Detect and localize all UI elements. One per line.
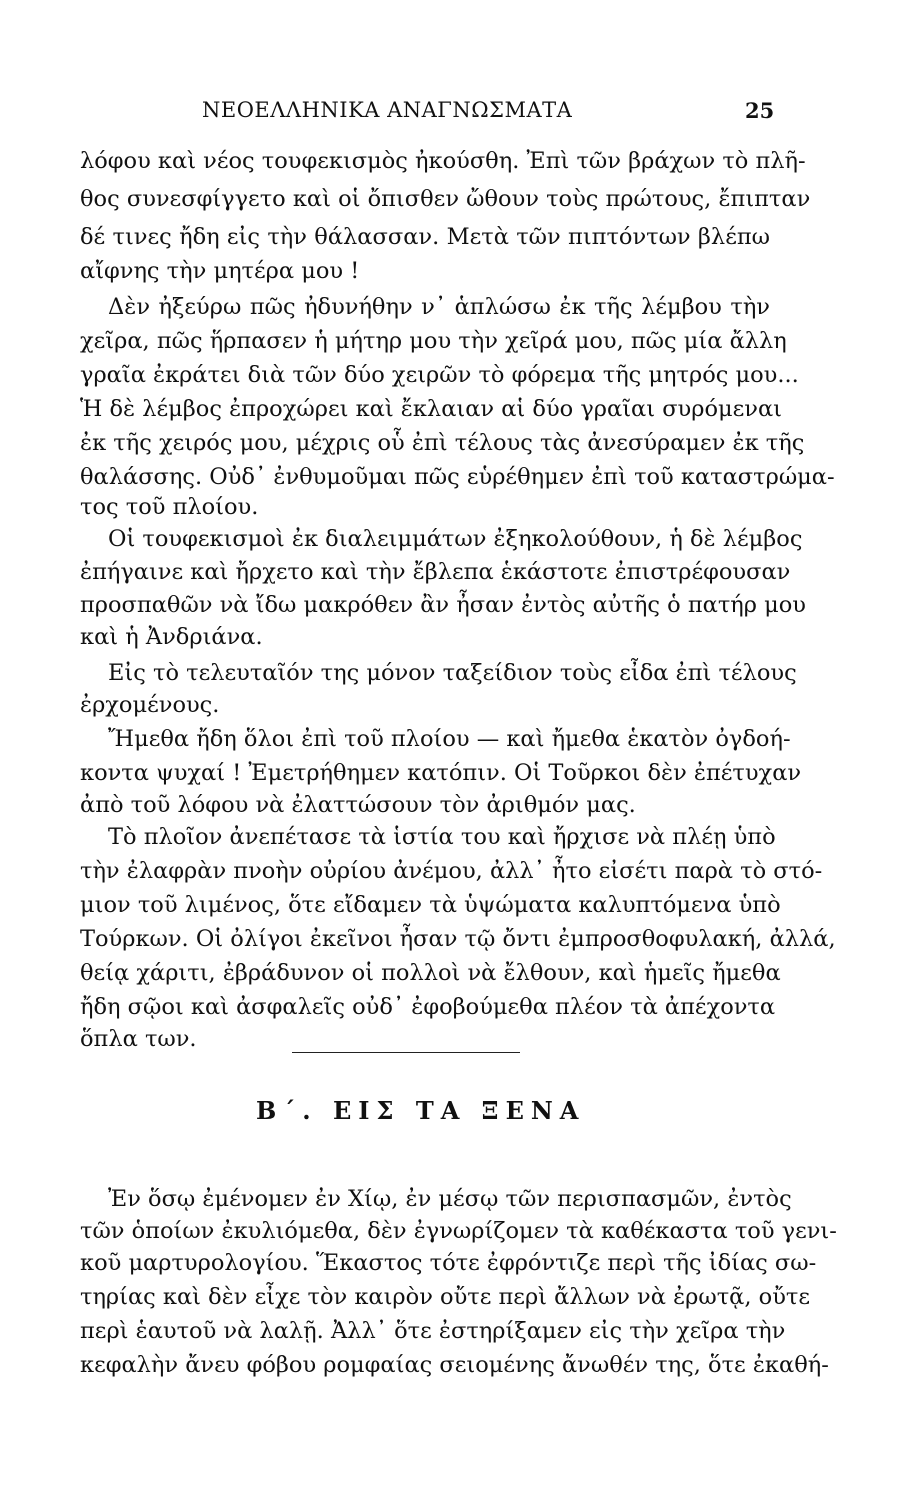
text-line: Οἱ τουφεκισμοὶ ἐκ διαλειμμάτων ἐξηκολούθουν, ἡ δὲ λέμβος [108,526,803,552]
text-line: θείᾳ χάριτι, ἐβράδυνον οἱ πολλοὶ νὰ ἔλθουν, καὶ ἡμεῖς ἤμεθα [80,960,781,986]
text-line: Ἐν ὅσῳ ἐμένομεν ἐν Χίῳ, ἐν μέσῳ τῶν περισπασμῶν, ἐντὸς [108,1186,792,1212]
text-line: Τούρκων. Οἱ ὀλίγοι ἐκεῖνοι ἦσαν τῷ ὄντι ἐμπροσθοφυλακή, ἀλλά, [80,926,836,952]
text-line: θος συνεσφίγγετο καὶ οἱ ὄπισθεν ὤθουν τοὺς πρώτους, ἔπιπταν [80,186,811,212]
text-line: τὴν ἐλαφρὰν πνοὴν οὐρίου ἀνέμου, ἀλλ᾽ ἦτο εἰσέτι παρὰ τὸ στό- [80,858,823,884]
text-line: δέ τινες ἤδη εἰς τὴν θάλασσαν. Μετὰ τῶν πιπτόντων βλέπω [80,224,770,250]
text-line: κοντα ψυχαί ! Ἐμετρήθημεν κατόπιν. Οἱ Τοῦρκοι δὲν ἐπέτυχαν [80,760,802,786]
text-line: ἀπὸ τοῦ λόφου νὰ ἐλαττώσουν τὸν ἀριθμόν μας. [80,792,636,818]
text-line: θαλάσσης. Οὐδ᾽ ἐνθυμοῦμαι πῶς εὑρέθημεν ἐπὶ τοῦ καταστρώμα- [80,464,835,490]
text-line: Δὲν ἠξεύρω πῶς ἠδυνήθην ν᾽ ἁπλώσω ἐκ τῆς λέμβου τὴν [108,294,770,320]
text-line: περὶ ἑαυτοῦ νὰ λαλῇ. Ἀλλ᾽ ὅτε ἐστηρίξαμεν εἰς τὴν χεῖρα τὴν [80,1318,786,1344]
text-line: ἐρχομένους. [80,692,220,718]
text-line: ὅπλα των. [80,1026,197,1052]
section-title: Β΄. ΕΙΣ ΤΑ ΞΕΝΑ [256,1096,586,1125]
section-divider [292,1052,520,1053]
text-line: μιον τοῦ λιμένος, ὅτε εἴδαμεν τὰ ὑψώματα καλυπτόμενα ὑπὸ [80,892,781,918]
text-line: καὶ ἡ Ἀνδριάνα. [80,624,263,650]
text-line: τος τοῦ πλοίου. [80,494,259,520]
text-line: Τὸ πλοῖον ἀνεπέτασε τὰ ἱστία του καὶ ἤρχισε νὰ πλέῃ ὑπὸ [108,824,776,850]
text-line: αἴφνης τὴν μητέρα μου ! [80,258,360,284]
text-line: κεφαλὴν ἄνευ φόβου ρομφαίας σειομένης ἄνωθέν της, ὅτε ἐκαθή- [80,1352,829,1378]
text-line: κοῦ μαρτυρολογίου. Ἕκαστος τότε ἐφρόντιζε περὶ τῆς ἰδίας σω- [80,1250,817,1276]
text-line: τῶν ὁποίων ἐκυλιόμεθα, δὲν ἐγνωρίζομεν τὰ καθέκαστα τοῦ γενι- [80,1218,837,1244]
running-header [0,96,921,130]
text-line: τηρίας καὶ δὲν εἶχε τὸν καιρὸν οὔτε περὶ ἄλλων νὰ ἐρωτᾷ, οὔτε [80,1284,810,1310]
text-line: Εἰς τὸ τελευταῖόν της μόνον ταξείδιον τοὺς εἶδα ἐπὶ τέλους [108,660,797,686]
text-line: Ἤμεθα ἤδη ὅλοι ἐπὶ τοῦ πλοίου — καὶ ἤμεθα ἑκατὸν ὀγδοή- [108,726,791,752]
text-line: λόφου καὶ νέος τουφεκισμὸς ἠκούσθη. Ἐπὶ τῶν βράχων τὸ πλῆ- [80,148,806,174]
text-line: ἐπήγαινε καὶ ἤρχετο καὶ τὴν ἔβλεπα ἑκάστοτε ἐπιστρέφουσαν [80,559,791,585]
text-line: ἐκ τῆς χειρός μου, μέχρις οὗ ἐπὶ τέλους τὰς ἀνεσύραμεν ἐκ τῆς [80,430,805,456]
page-number: 25 [745,98,775,123]
text-line: προσπαθῶν νὰ ἴδω μακρόθεν ἂν ἦσαν ἐντὸς αὐτῆς ὁ πατήρ μου [80,592,806,618]
text-line: Ἡ δὲ λέμβος ἐπροχώρει καὶ ἔκλαιαν αἱ δύο γραῖαι συρόμεναι [80,396,782,422]
text-line: χεῖρα, πῶς ἥρπασεν ἡ μήτηρ μου τὴν χεῖρά μου, πῶς μία ἄλλη [80,328,787,354]
text-line: γραῖα ἐκράτει διὰ τῶν δύο χειρῶν τὸ φόρεμα τῆς μητρός μου... [80,362,799,388]
text-line: ἤδη σῷοι καὶ ἀσφαλεῖς οὐδ᾽ ἐφοβούμεθα πλέον τὰ ἀπέχοντα [80,994,776,1020]
running-title: ΝΕΟΕΛΛΗΝΙΚΑ ΑΝΑΓΝΩΣΜΑΤΑ [202,98,573,122]
